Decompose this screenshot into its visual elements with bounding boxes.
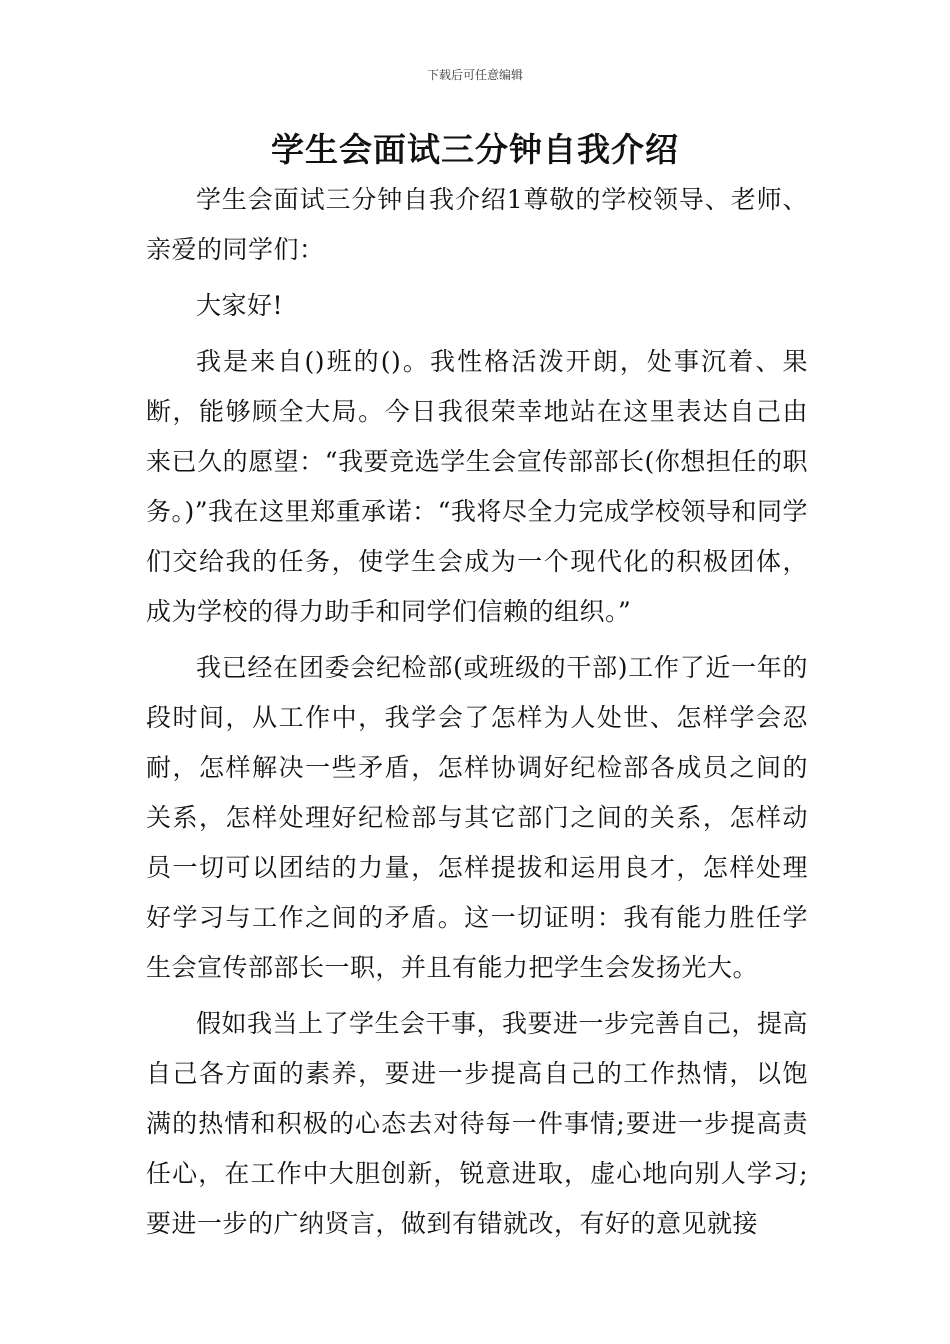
paragraph-hello: 大家好! (196, 291, 284, 320)
document-title: 学生会面试三分钟自我介绍 (271, 130, 679, 169)
page-header-note: 下载后可任意编辑 (426, 68, 523, 82)
paragraph-introduction: 我是来自()班的()。我性格活泼开朗，处事沉着、果断，能够顾全大局。今日我很荣幸地站在这里表达自己由来已久的愿望：“我要竞选学生会宣传部部长(你想担任的职务。)”我在这里郑重承诺：“我将尽全力完成学校领导和同学们交给我的任务，使学生会成为一个现代化的积极团体，成为学校的得力助手和同学们信赖的组织。” (146, 347, 808, 626)
document-body (146, 175, 808, 1249)
paragraph-greeting: 学生会面试三分钟自我介绍1尊敬的学校领导、老师、亲爱的同学们： (146, 185, 808, 264)
paragraph-experience: 我已经在团委会纪检部(或班级的干部)工作了近一年的段时间，从工作中，我学会了怎样为人处世、怎样学会忍耐，怎样解决一些矛盾，怎样协调好纪检部各成员之间的关系，怎样处理好纪检部与其它部门之间的关系，怎样动员一切可以团结的力量，怎样提拔和运用良才，怎样处理好学习与工作之间的矛盾。这一切证明：我有能力胜任学生会宣传部部长一职，并且有能力把学生会发扬光大。 (146, 653, 808, 982)
paragraph-plans: 假如我当上了学生会干事，我要进一步完善自己，提高自己各方面的素养，要进一步提高自己的工作热情，以饱满的热情和积极的心态去对待每一件事情;要进一步提高责任心，在工作中大胆创新，锐意进取，虚心地向别人学习;要进一步的广纳贤言，做到有错就改，有好的意见就接 (146, 1009, 809, 1238)
